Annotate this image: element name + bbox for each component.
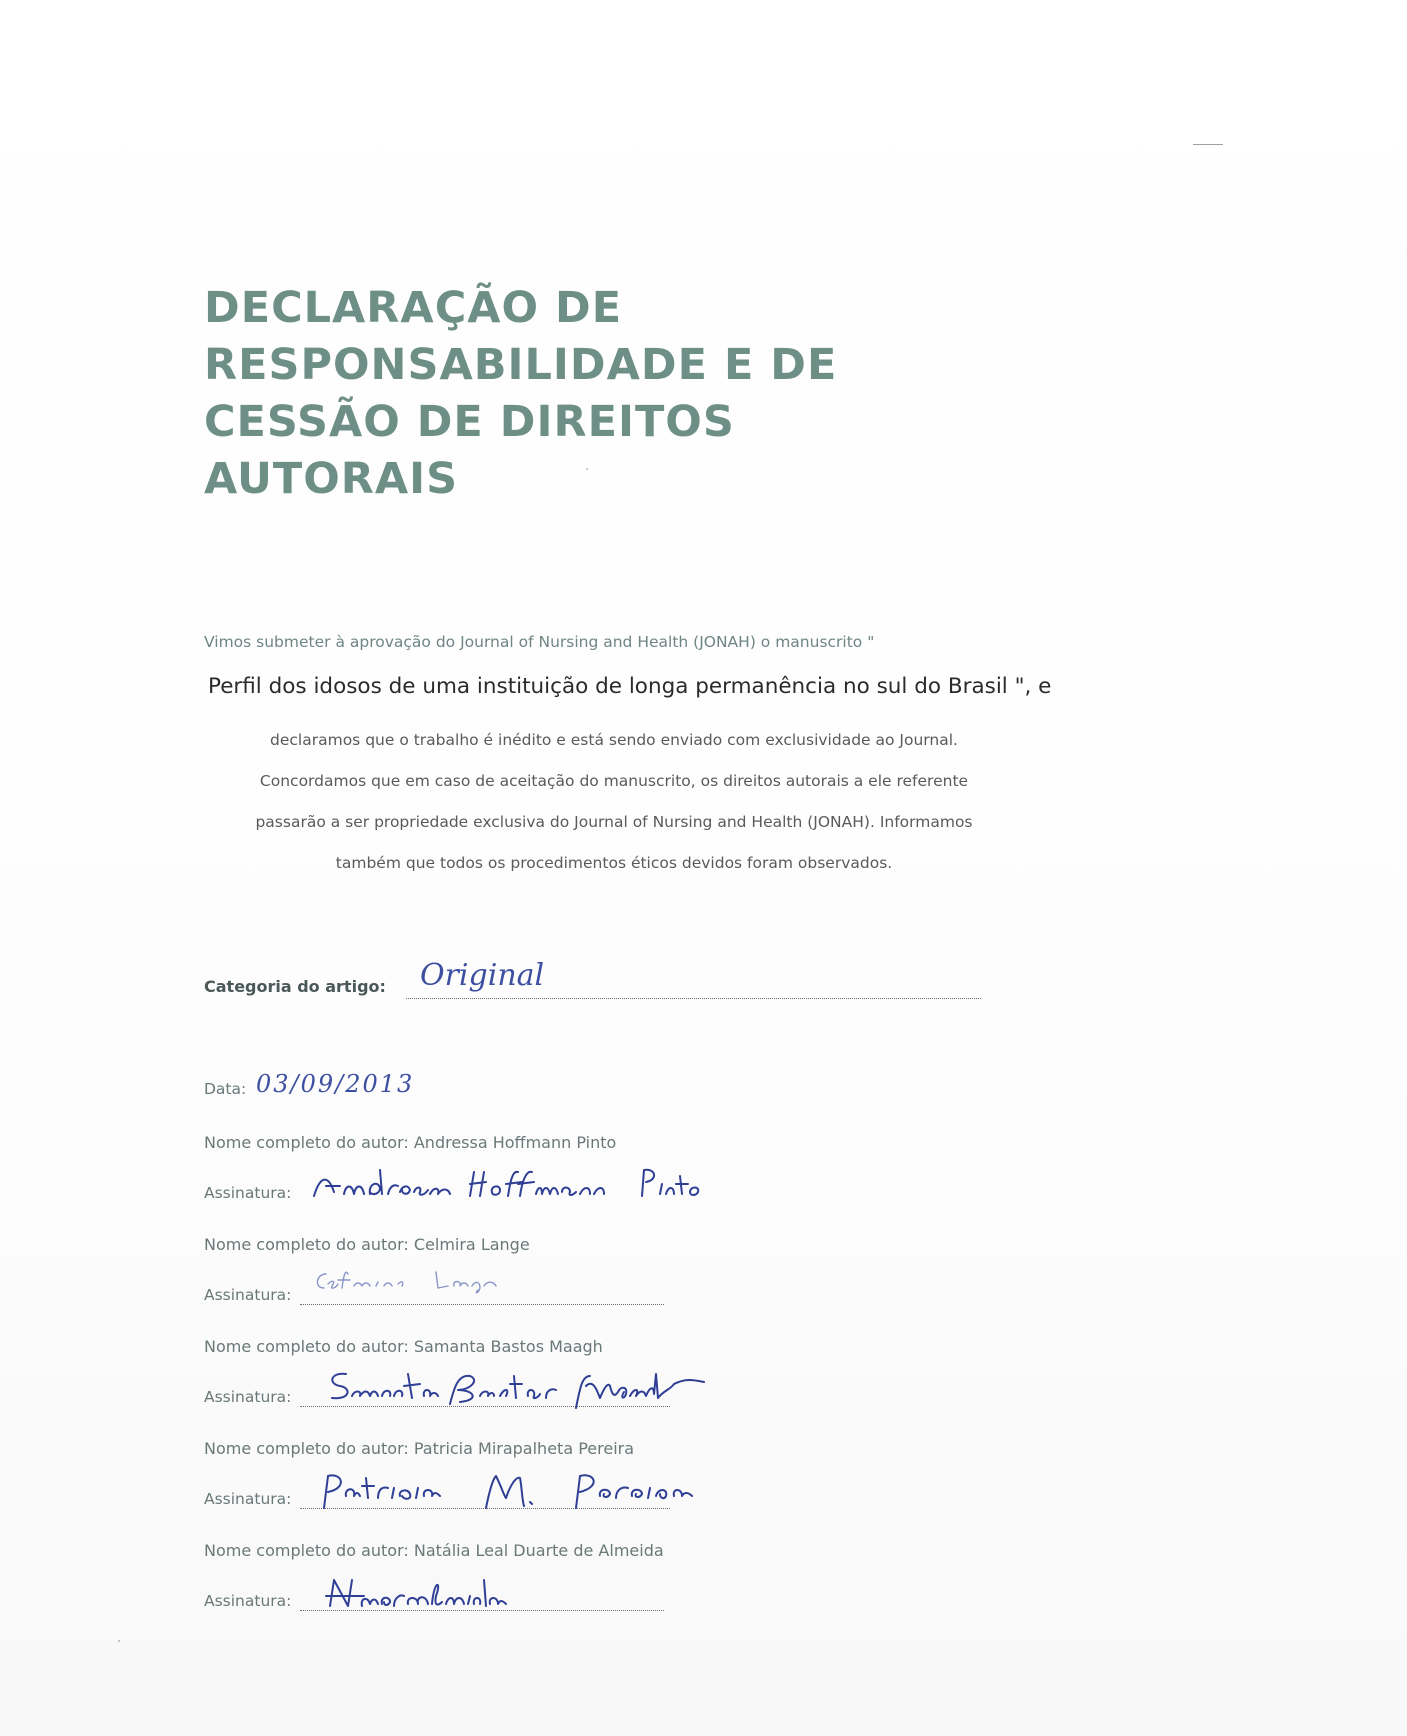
title-line-2: RESPONSABILIDADE E DE (204, 340, 838, 390)
signature-label: Assinatura: (204, 1184, 292, 1202)
author-name-line: Nome completo do autor: Samanta Bastos Maagh (204, 1337, 603, 1356)
signature-author-2 (312, 1268, 542, 1298)
signature-label: Assinatura: (204, 1388, 292, 1406)
document-title (204, 280, 837, 508)
scan-speck (118, 1640, 120, 1642)
signature-label: Assinatura: (204, 1490, 292, 1508)
category-label: Categoria do artigo: (204, 977, 386, 996)
body-line-3: passarão a ser propriedade exclusiva do Journal of Nursing and Health (JONAH). Informamos (255, 813, 973, 831)
signature-author-5 (324, 1576, 544, 1616)
title-line-3: CESSÃO DE DIREITOS (204, 397, 735, 447)
title-line-4: AUTORAIS (204, 454, 459, 504)
manuscript-title: Perfil dos idosos de uma instituição de longa permanência no sul do Brasil ", e (208, 674, 1052, 699)
title-line-1: DECLARAÇÃO DE (204, 283, 623, 333)
author-name-line: Nome completo do autor: Celmira Lange (204, 1235, 530, 1254)
category-underline (406, 998, 981, 999)
body-line-4: também que todos os procedimentos éticos devidos foram observados. (335, 854, 893, 872)
body-line-2: Concordamos que em caso de aceitação do manuscrito, os direitos autorais a ele referente (259, 772, 969, 790)
signature-author-1 (310, 1166, 720, 1206)
author-name-line: Nome completo do autor: Patricia Mirapalheta Pereira (204, 1439, 635, 1458)
signature-label: Assinatura: (204, 1592, 292, 1610)
signature-label: Assinatura: (204, 1286, 292, 1304)
date-label: Data: (204, 1080, 247, 1098)
category-handwritten-value: Original (420, 958, 545, 993)
signature-author-3 (324, 1368, 784, 1412)
signature-author-4 (316, 1468, 726, 1518)
author-name-line: Nome completo do autor: Natália Leal Duarte de Almeida (204, 1541, 664, 1560)
signature-underline (300, 1304, 664, 1305)
body-line-1: declaramos que o trabalho é inédito e está sendo enviado com exclusividade ao Journal. (270, 731, 958, 749)
date-handwritten-value: 03/09/2013 (256, 1070, 415, 1098)
intro-text: Vimos submeter à aprovação do Journal of Nursing and Health (JONAH) o manuscrito " (204, 633, 875, 651)
author-name-line: Nome completo do autor: Andressa Hoffmann Pinto (204, 1133, 617, 1152)
scan-artifact (1193, 144, 1223, 145)
